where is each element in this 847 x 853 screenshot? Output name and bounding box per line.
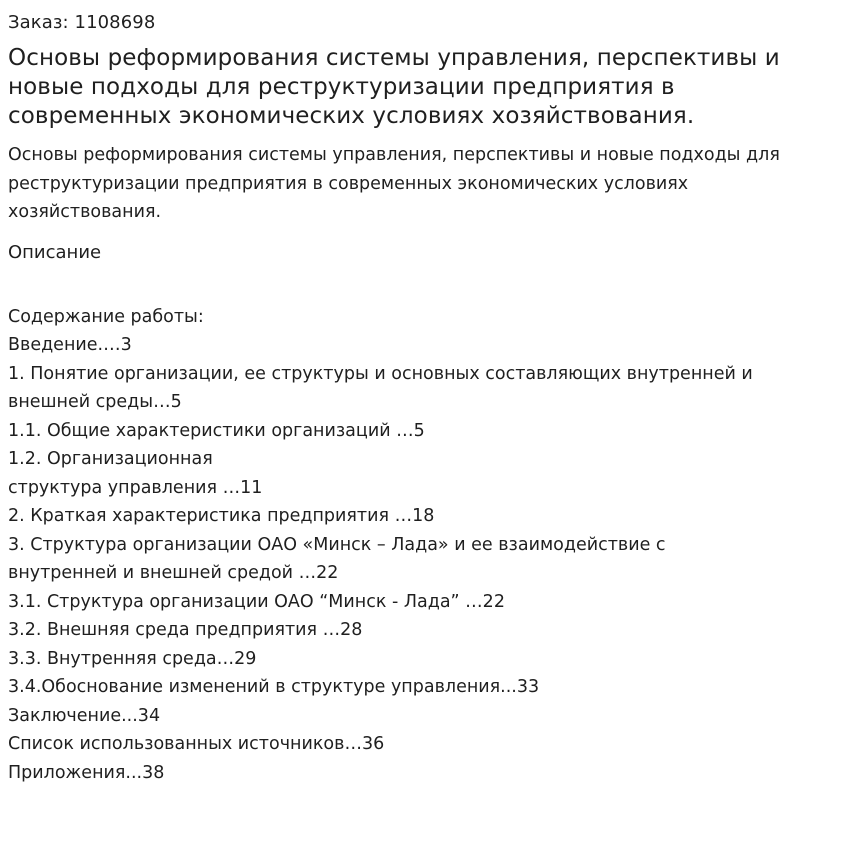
toc-line: Приложения...38 <box>8 762 165 783</box>
toc-line: 2. Краткая характеристика предприятия …18 <box>8 506 435 526</box>
toc-line: Список использованных источников…36 <box>8 734 385 754</box>
toc-line: 1.2. Организационная <box>8 449 213 469</box>
toc-line: 3. Структура организации ОАО «Минск – Лада» и ее взаимодействие с <box>8 534 666 555</box>
page-title: Основы реформирования системы управления, перспективы и новые подходы для реструктуризации предприятия в современных экономических условиях хозяйствования. <box>8 45 780 129</box>
toc-line: Введение.…3 <box>8 335 132 355</box>
toc-line: внутренней и внешней средой …22 <box>8 563 339 583</box>
toc-line: 3.2. Внешняя среда предприятия …28 <box>8 620 363 640</box>
table-of-contents <box>8 303 839 788</box>
order-number: Заказ: 1108698 <box>8 12 156 33</box>
toc-line: 3.1. Структура организации ОАО “Минск - Лада” …22 <box>8 591 505 612</box>
toc-line: 1.1. Общие характеристики организаций …5 <box>8 420 425 441</box>
toc-line: 3.3. Внутренняя среда…29 <box>8 648 257 669</box>
toc-line: 3.4.Обоснование изменений в структуре управления...33 <box>8 677 540 697</box>
toc-line: структура управления …11 <box>8 477 263 498</box>
toc-heading: Содержание работы: <box>8 306 204 327</box>
page-subtitle: Основы реформирования системы управления, перспективы и новые подходы для реструктуризации предприятия в современных экономических условиях хозяйствования. <box>8 145 780 222</box>
description-heading: Описание <box>8 241 102 263</box>
toc-line: внешней среды…5 <box>8 392 182 412</box>
toc-line: 1. Понятие организации, ее структуры и основных составляющих внутренней и <box>8 363 753 384</box>
toc-line: Заключение...34 <box>8 705 161 726</box>
